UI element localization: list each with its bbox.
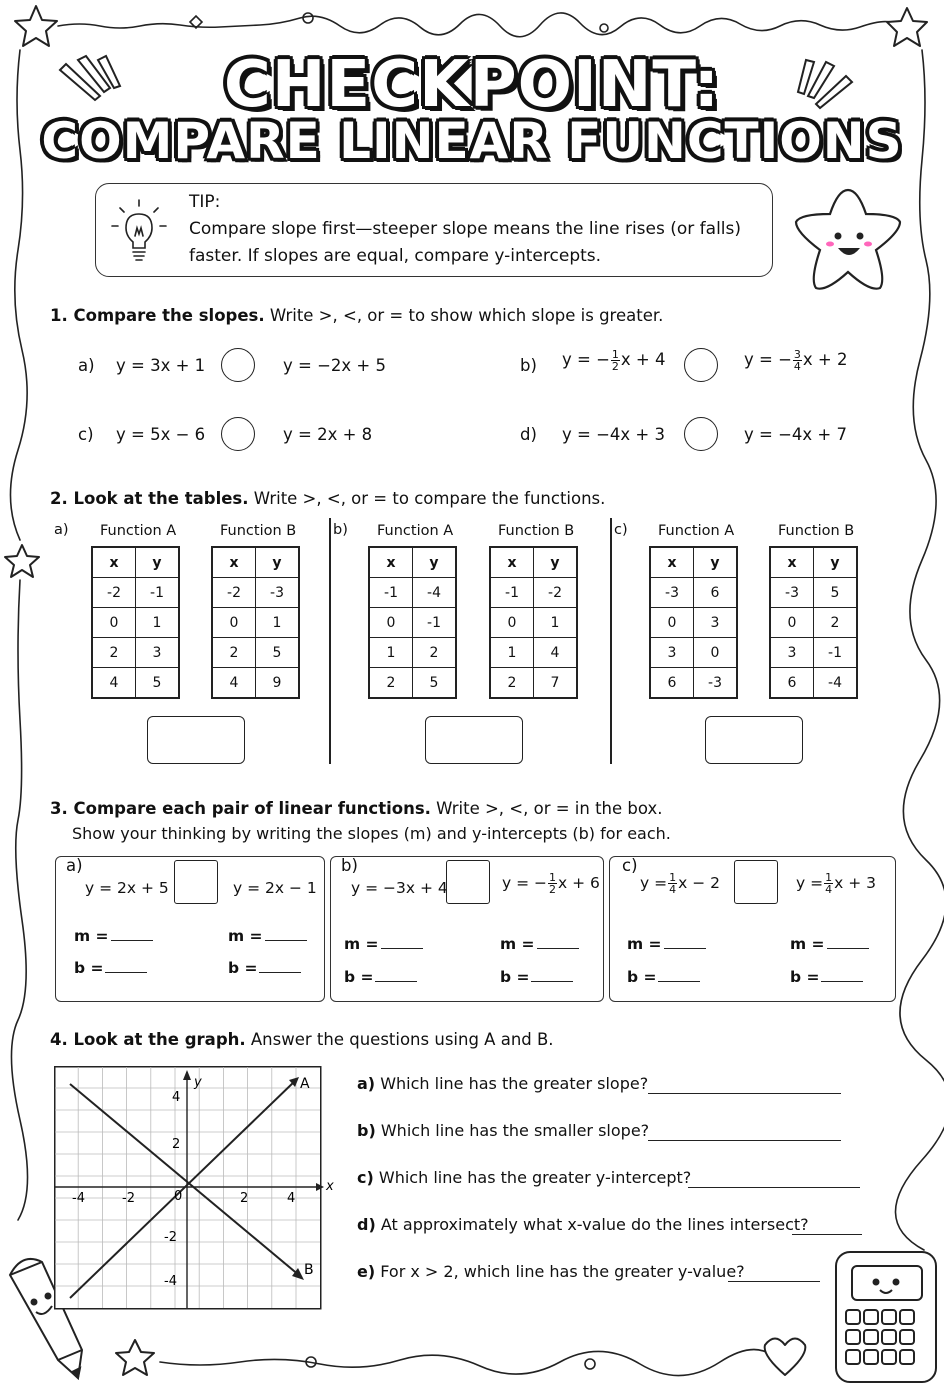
table-row — [771, 668, 857, 698]
table-cell: -1 — [370, 578, 413, 608]
table-header-cell: y — [413, 548, 456, 578]
table-cell: 2 — [370, 668, 413, 698]
q2-function-label: Function B — [498, 523, 575, 539]
q2-group-label: a) — [54, 522, 69, 538]
table-row — [651, 578, 737, 608]
smiley-star-icon — [796, 190, 900, 289]
q1a-answer-circle[interactable] — [221, 348, 255, 382]
table-header-cell: y — [694, 548, 737, 578]
x-tick-4: 4 — [287, 1191, 296, 1206]
table-row — [771, 608, 857, 638]
q2-table — [650, 547, 737, 698]
tip-heading: TIP: — [189, 192, 221, 212]
table-row — [93, 578, 179, 608]
table-cell: 6 — [771, 668, 814, 698]
q2-instruction: Write >, <, or = to compare the functions. — [253, 489, 606, 508]
table-cell: 0 — [213, 608, 256, 638]
table-cell: -3 — [771, 578, 814, 608]
lightbulb-icon — [108, 196, 170, 266]
table-header-cell: x — [370, 548, 413, 578]
q3a-label: a) — [66, 856, 83, 875]
q4b-answer-line[interactable] — [648, 1139, 841, 1141]
table-row — [213, 578, 299, 608]
table-cell: -4 — [814, 668, 857, 698]
x-tick-neg2: -2 — [122, 1191, 135, 1206]
table-cell: 5 — [256, 638, 299, 668]
q3-subline: Show your thinking by writing the slopes (m) and y-intercepts (b) for each. — [72, 824, 671, 843]
q2-answer-box[interactable] — [147, 716, 245, 764]
q2-divider-2 — [610, 518, 612, 764]
table-row — [213, 668, 299, 698]
q4-heading: 4. Look at the graph. — [50, 1030, 246, 1049]
q4-heading-line — [50, 1030, 554, 1049]
q3b-left-b: b = — [344, 968, 417, 986]
q4c: c) Which line has the greater y-intercept? — [357, 1168, 692, 1187]
q2-function-label: Function A — [658, 523, 735, 539]
q2-answer-box[interactable] — [425, 716, 523, 764]
q2-function-label: Function B — [778, 523, 855, 539]
q3a-right-b: b = — [228, 959, 301, 977]
y-tick-4: 4 — [172, 1090, 181, 1105]
table-header-cell: y — [136, 548, 179, 578]
q3c-left-m: m = — [627, 935, 706, 953]
x-tick-0: 0 — [174, 1189, 183, 1204]
table-cell: 1 — [256, 608, 299, 638]
table-row — [771, 638, 857, 668]
table-header-cell: x — [771, 548, 814, 578]
q1-heading-line — [50, 306, 663, 325]
table-row — [771, 578, 857, 608]
tip-line-1: Compare slope first—steeper slope means the line rises (or falls) — [189, 219, 742, 239]
table-cell: 2 — [814, 608, 857, 638]
graph-frame — [55, 1067, 321, 1309]
q3b-left-eq: y = −3x + 4 — [351, 879, 448, 897]
q4a: a) Which line has the greater slope? — [357, 1074, 649, 1093]
table-row — [651, 608, 737, 638]
y-tick-neg4: -4 — [164, 1274, 177, 1289]
table-row — [93, 638, 179, 668]
table-row — [651, 668, 737, 698]
table-cell: 2 — [213, 638, 256, 668]
q3c-left-b: b = — [627, 968, 700, 986]
q2-table — [92, 547, 179, 698]
q3b-left-m: m = — [344, 935, 423, 953]
table-cell: -4 — [413, 578, 456, 608]
table-header-cell: x — [93, 548, 136, 578]
q2-table — [212, 547, 299, 698]
q1a-right-eq: y = −2x + 5 — [283, 356, 386, 375]
q2-table — [369, 547, 456, 698]
table-cell: 2 — [413, 638, 456, 668]
q3c-right-m: m = — [790, 935, 869, 953]
table-cell: 3 — [651, 638, 694, 668]
q1a-left-eq: y = 3x + 1 — [116, 356, 206, 375]
q1b-left-eq: y = − $\frac{1}{2}$ x + 4 — [562, 348, 666, 373]
table-row — [213, 608, 299, 638]
table-cell: 4 — [534, 638, 577, 668]
table-row — [491, 578, 577, 608]
table-row — [370, 578, 456, 608]
table-row — [93, 608, 179, 638]
q3a-answer-box[interactable] — [174, 860, 218, 904]
table-cell: 1 — [534, 608, 577, 638]
title-line-2: COMPARE LINEAR FUNCTIONS — [41, 112, 903, 170]
q4-graph — [54, 1066, 344, 1312]
table-cell: 0 — [771, 608, 814, 638]
q2-function-label: Function A — [377, 523, 454, 539]
x-tick-2: 2 — [240, 1191, 249, 1206]
table-cell: -2 — [93, 578, 136, 608]
q4c-answer-line[interactable] — [688, 1186, 860, 1188]
table-row — [651, 638, 737, 668]
table-cell: 3 — [136, 638, 179, 668]
table-header-cell: y — [814, 548, 857, 578]
table-cell: 0 — [694, 638, 737, 668]
q1d-answer-circle[interactable] — [684, 417, 718, 451]
table-row — [491, 668, 577, 698]
q3-instruction: Write >, <, or = in the box. — [436, 799, 663, 818]
x-axis-label: x — [326, 1179, 334, 1194]
title-line-1: CHECKPOINT: — [223, 48, 721, 122]
q1-instruction: Write >, <, or = to show which slope is greater. — [269, 306, 664, 325]
q3c-right-eq: y = $\frac{1}{4}$ x + 3 — [796, 871, 876, 896]
q2-function-label: Function A — [100, 523, 177, 539]
q3b-right-m: m = — [500, 935, 579, 953]
q2-group-label: c) — [614, 522, 628, 538]
q4e: e) For x > 2, which line has the greater y-value? — [357, 1262, 745, 1281]
q1b-label: b) — [520, 356, 537, 375]
q1a-label: a) — [78, 356, 95, 375]
table-row — [93, 668, 179, 698]
q3a-right-eq: y = 2x − 1 — [233, 879, 317, 897]
line-b-label: B — [304, 1262, 314, 1278]
table-cell: 1 — [491, 638, 534, 668]
q3-heading-line — [50, 799, 662, 818]
table-cell: -2 — [534, 578, 577, 608]
table-header-cell: y — [256, 548, 299, 578]
table-cell: -2 — [213, 578, 256, 608]
table-header-cell: y — [534, 548, 577, 578]
table-cell: -1 — [136, 578, 179, 608]
q4-instruction: Answer the questions using A and B. — [250, 1030, 554, 1049]
table-cell: 5 — [814, 578, 857, 608]
q4d: d) At approximately what x-value do the lines intersect? — [357, 1215, 809, 1234]
q4d-answer-line[interactable] — [792, 1233, 862, 1235]
q1c-answer-circle[interactable] — [221, 417, 255, 451]
table-cell: 5 — [136, 668, 179, 698]
q3a-right-m: m = — [228, 927, 307, 945]
table-cell: 2 — [491, 668, 534, 698]
q2-table — [770, 547, 857, 698]
q4b: b) Which line has the smaller slope? — [357, 1121, 650, 1140]
q3a-left-m: m = — [74, 927, 153, 945]
calculator-icon — [836, 1252, 936, 1382]
line-a-label: A — [300, 1076, 310, 1092]
table-cell: -1 — [814, 638, 857, 668]
table-cell: 6 — [694, 578, 737, 608]
table-row — [491, 638, 577, 668]
q1-heading: 1. Compare the slopes. — [50, 306, 265, 325]
table-header-cell: x — [213, 548, 256, 578]
q3c-label: c) — [622, 856, 638, 875]
q3b-right-b: b = — [500, 968, 573, 986]
q1d-label: d) — [520, 425, 537, 444]
table-cell: -3 — [651, 578, 694, 608]
q1b-right-eq: y = − $\frac{3}{4}$ x + 2 — [744, 348, 848, 373]
tip-line-2: faster. If slopes are equal, compare y-intercepts. — [189, 246, 602, 266]
table-cell: 6 — [651, 668, 694, 698]
table-cell: 7 — [534, 668, 577, 698]
q1c-right-eq: y = 2x + 8 — [283, 425, 373, 444]
table-cell: 1 — [370, 638, 413, 668]
q2-divider-1 — [329, 518, 331, 764]
table-row — [491, 608, 577, 638]
q2-function-label: Function B — [220, 523, 297, 539]
table-cell: 4 — [93, 668, 136, 698]
table-row — [213, 638, 299, 668]
q3a-left-eq: y = 2x + 5 — [85, 879, 169, 897]
q2-table — [490, 547, 577, 698]
table-row — [370, 668, 456, 698]
q4e-answer-line[interactable] — [728, 1280, 820, 1282]
table-cell: 4 — [213, 668, 256, 698]
table-cell: -3 — [256, 578, 299, 608]
q3b-right-eq: y = − $\frac{1}{2}$ x + 6 — [502, 871, 600, 896]
table-row — [370, 608, 456, 638]
table-cell: 0 — [491, 608, 534, 638]
q3c-answer-box[interactable] — [734, 860, 778, 904]
table-cell: 3 — [771, 638, 814, 668]
q4a-answer-line[interactable] — [648, 1092, 841, 1094]
table-cell: -1 — [491, 578, 534, 608]
table-cell: 5 — [413, 668, 456, 698]
q1d-right-eq: y = −4x + 7 — [744, 425, 847, 444]
q3b-answer-box[interactable] — [446, 860, 490, 904]
q2-heading: 2. Look at the tables. — [50, 489, 249, 508]
table-header-cell: x — [491, 548, 534, 578]
table-cell: 1 — [136, 608, 179, 638]
q1c-left-eq: y = 5x − 6 — [116, 425, 206, 444]
x-tick-neg4: -4 — [72, 1191, 85, 1206]
q1b-answer-circle[interactable] — [684, 348, 718, 382]
q2-group-label: b) — [333, 522, 348, 538]
table-cell: -1 — [413, 608, 456, 638]
table-cell: 9 — [256, 668, 299, 698]
table-cell: 0 — [651, 608, 694, 638]
q1d-left-eq: y = −4x + 3 — [562, 425, 665, 444]
y-tick-2: 2 — [172, 1137, 181, 1152]
table-cell: 2 — [93, 638, 136, 668]
q2-heading-line — [50, 489, 605, 508]
table-cell: 0 — [370, 608, 413, 638]
table-row — [370, 638, 456, 668]
q3-heading: 3. Compare each pair of linear functions. — [50, 799, 431, 818]
y-tick-neg2: -2 — [164, 1230, 177, 1245]
table-cell: 0 — [93, 608, 136, 638]
q3c-left-eq: y = $\frac{1}{4}$ x − 2 — [640, 871, 720, 896]
q3b-label: b) — [341, 856, 358, 875]
table-cell: 3 — [694, 608, 737, 638]
table-cell: -3 — [694, 668, 737, 698]
q3a-left-b: b = — [74, 959, 147, 977]
q2-answer-box[interactable] — [705, 716, 803, 764]
q3c-right-b: b = — [790, 968, 863, 986]
y-axis-label: y — [194, 1075, 202, 1090]
q1c-label: c) — [78, 425, 94, 444]
table-header-cell: x — [651, 548, 694, 578]
